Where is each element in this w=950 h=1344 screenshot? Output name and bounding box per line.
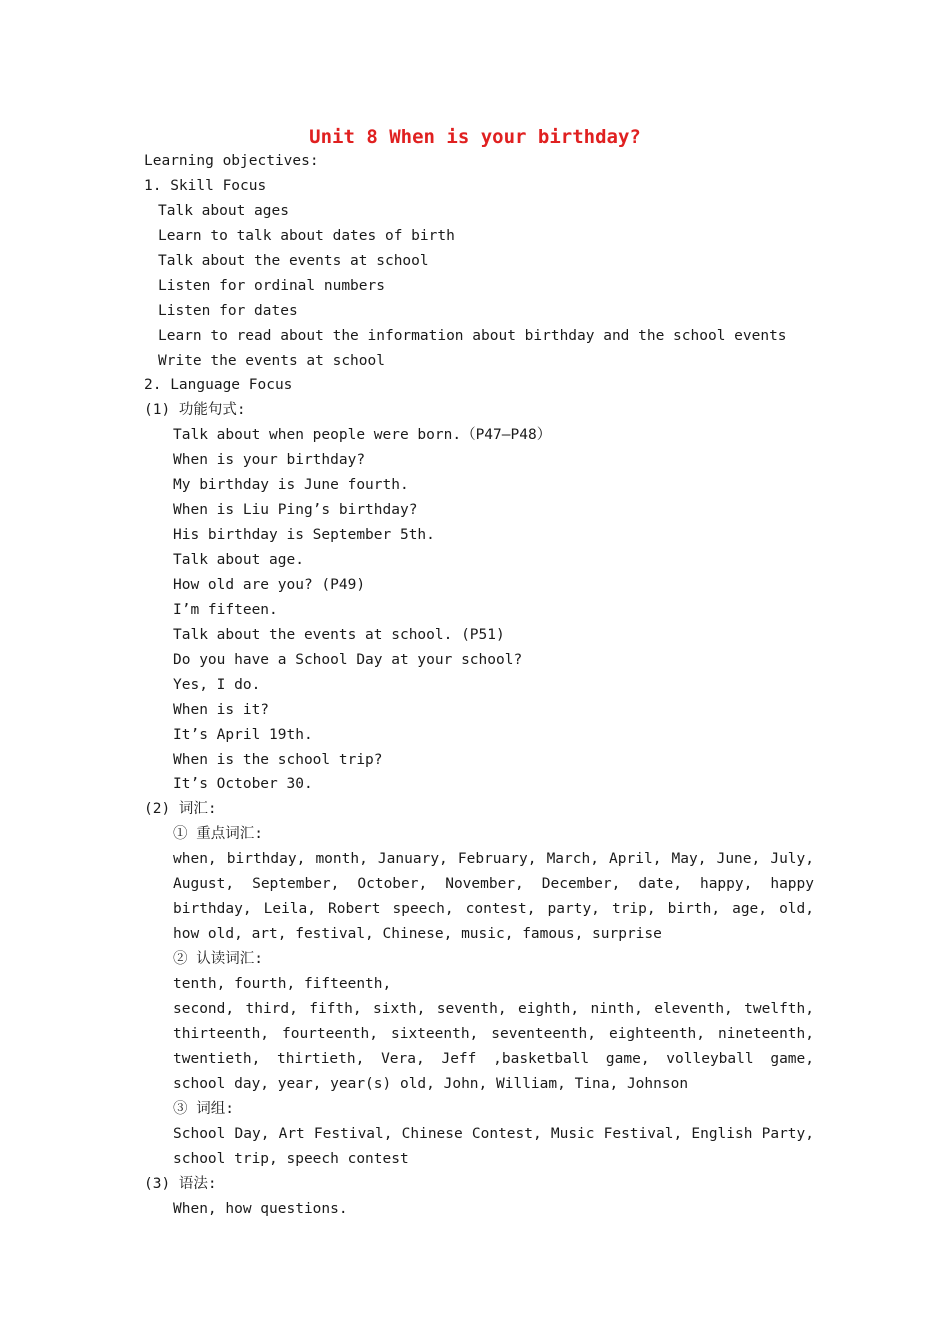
functional-sentence: How old are you? (P49)	[173, 576, 366, 593]
functional-sentence: When is your birthday?	[173, 452, 366, 469]
functional-sentences-heading: (1) 功能句式:	[144, 402, 246, 419]
grammar-text: When, how questions.	[173, 1200, 348, 1217]
functional-sentence: Do you have a School Day at your school?	[173, 651, 523, 668]
phrases-list: School Day, Art Festival, Chinese Contest, Music Festival, English Party, school trip, speech contest	[173, 1125, 814, 1167]
functional-sentence: I’m fifteen.	[173, 601, 278, 618]
reading-vocabulary-line: tenth, fourth, fifteenth,	[173, 976, 392, 992]
functional-sentence: It’s October 30.	[173, 776, 313, 793]
grammar-heading: (3) 语法:	[144, 1175, 217, 1192]
document-body	[144, 149, 814, 1221]
reading-vocabulary-list: second, third, fifth, sixth, seventh, eighth, ninth, eleventh, twelfth, thirteenth, fourteenth, sixteenth, seventeenth, eighteenth, nineteenth, twentieth, thirtieth, Vera, Jeff ,basketball game, volleyball game, school day, year, year(s) old, John, William, Tina, Johnson	[173, 1000, 814, 1092]
language-focus-heading: 2. Language Focus	[144, 377, 293, 394]
functional-sentence: It’s April 19th.	[173, 726, 313, 743]
skill-focus-item: Listen for ordinal numbers	[158, 277, 385, 294]
functional-sentence: His birthday is September 5th.	[173, 527, 435, 544]
key-vocabulary-list: when, birthday, month, January, February, March, April, May, June, July, August, September, October, November, December, date, happy, happy birthday, Leila, Robert speech, contest, party, trip, birth, age, old, how old, art, festival, Chinese, music, famous, surprise	[173, 851, 814, 943]
functional-sentence: When is the school trip?	[173, 751, 383, 768]
skill-focus-item: Listen for dates	[158, 302, 298, 319]
learning-objectives-label: Learning objectives:	[144, 153, 319, 169]
functional-sentence: Talk about age.	[173, 552, 304, 568]
functional-sentence: Talk about the events at school. (P51)	[173, 626, 505, 643]
skill-focus-heading: 1. Skill Focus	[144, 177, 267, 194]
functional-sentence: Yes, I do.	[173, 676, 261, 693]
phrases-heading: ③ 词组:	[173, 1100, 234, 1117]
skill-focus-item: Write the events at school	[158, 352, 385, 369]
skill-focus-item: Learn to talk about dates of birth	[158, 227, 455, 244]
vocabulary-heading: (2) 词汇:	[144, 801, 217, 818]
document-title: Unit 8 When is your birthday?	[309, 126, 641, 148]
skill-focus-item: Talk about the events at school	[158, 252, 429, 269]
functional-sentence: My birthday is June fourth.	[173, 477, 409, 494]
functional-sentence: When is Liu Ping’s birthday?	[173, 502, 418, 519]
reading-vocabulary-heading: ② 认读词汇:	[173, 951, 263, 968]
skill-focus-item: Learn to read about the information about birthday and the school events	[158, 327, 787, 344]
functional-sentence: When is it?	[173, 701, 270, 718]
functional-sentence: Talk about when people were born.（P47—P48）	[173, 427, 552, 444]
skill-focus-item: Talk about ages	[158, 202, 289, 219]
key-vocabulary-heading: ① 重点词汇:	[173, 826, 263, 843]
